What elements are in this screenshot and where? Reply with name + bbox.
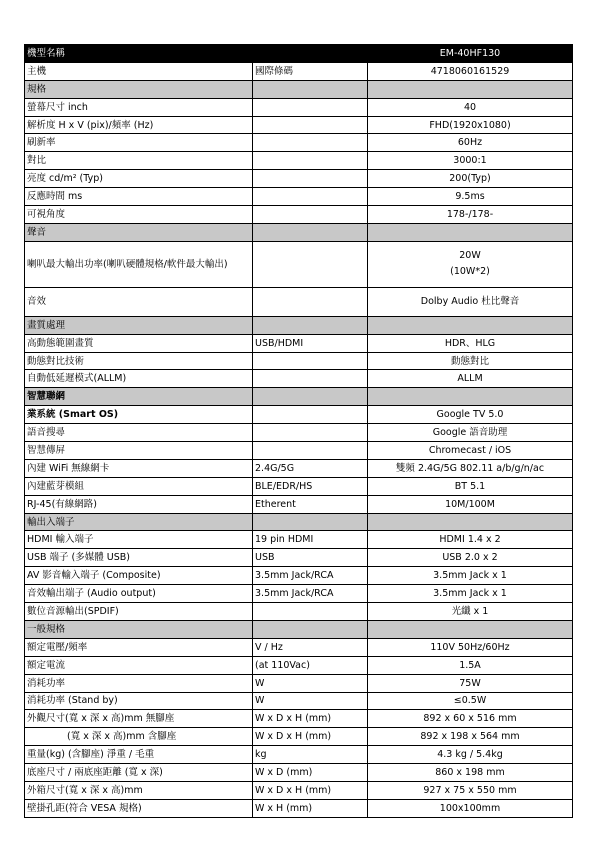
- section-header-row: [25, 316, 573, 334]
- spec-row: [25, 495, 573, 513]
- spec-condition: W: [253, 674, 368, 692]
- spec-row: [25, 370, 573, 388]
- spec-label: 螢幕尺寸 inch: [25, 98, 253, 116]
- spec-condition: USB/HDMI: [253, 334, 368, 352]
- spec-condition: W x D x H (mm): [253, 781, 368, 799]
- spec-value: 4.3 kg / 5.4kg: [368, 746, 573, 764]
- spec-label: 消耗功率: [25, 674, 253, 692]
- section-header-row: [25, 388, 573, 406]
- spec-condition: [253, 406, 368, 424]
- spec-label: 壁掛孔距(符合 VESA 規格): [25, 799, 253, 817]
- spec-condition: [253, 116, 368, 134]
- spec-value: 3.5mm Jack x 1: [368, 585, 573, 603]
- spec-row: [25, 603, 573, 621]
- spec-label: USB 端子 (多媒體 USB): [25, 549, 253, 567]
- spec-label: 外箱尺寸(寬 x 深 x 高)mm: [25, 781, 253, 799]
- spec-condition: W x D x H (mm): [253, 710, 368, 728]
- spec-label: 喇叭最大輸出功率(喇叭硬體規格/軟件最大輸出): [25, 241, 253, 287]
- spec-value: FHD(1920x1080): [368, 116, 573, 134]
- section-header-row: [25, 620, 573, 638]
- section-spacer: [253, 388, 368, 406]
- spec-row: [25, 442, 573, 460]
- spec-row: [25, 116, 573, 134]
- spec-condition: [253, 287, 368, 316]
- spec-condition: [253, 352, 368, 370]
- spec-condition: [253, 424, 368, 442]
- spec-value: 860 x 198 mm: [368, 764, 573, 782]
- spec-row: [25, 424, 573, 442]
- spec-row: [25, 692, 573, 710]
- spec-label: 解析度 H x V (pix)/頻率 (Hz): [25, 116, 253, 134]
- spec-value: 200(Typ): [368, 170, 573, 188]
- spec-row: [25, 206, 573, 224]
- spec-value: Dolby Audio 杜比聲音: [368, 287, 573, 316]
- spec-row: [25, 287, 573, 316]
- spec-condition: USB: [253, 549, 368, 567]
- section-header-row: [25, 80, 573, 98]
- spec-value: HDMI 1.4 x 2: [368, 531, 573, 549]
- spec-condition: W: [253, 692, 368, 710]
- spec-value: Google 語音助理: [368, 424, 573, 442]
- spec-value: HDR、HLG: [368, 334, 573, 352]
- section-header-row: [25, 513, 573, 531]
- spec-condition: 2.4G/5G: [253, 459, 368, 477]
- spec-row: [25, 406, 573, 424]
- spec-row: [25, 656, 573, 674]
- section-spacer: [253, 223, 368, 241]
- section-spacer: [253, 80, 368, 98]
- spec-value: 4718060161529: [368, 62, 573, 80]
- spec-value-line: 20W: [459, 250, 481, 262]
- spec-row: [25, 170, 573, 188]
- spec-condition: [253, 188, 368, 206]
- spec-condition: [253, 241, 368, 287]
- spec-label: 額定電壓/頻率: [25, 638, 253, 656]
- spec-label: RJ-45(有線網路): [25, 495, 253, 513]
- spec-value: 178-/178-: [368, 206, 573, 224]
- spec-condition: 國際條碼: [253, 62, 368, 80]
- spec-row: [25, 728, 573, 746]
- spec-value: 110V 50Hz/60Hz: [368, 638, 573, 656]
- spec-condition: [253, 206, 368, 224]
- header-label: 機型名稱: [25, 45, 253, 63]
- spec-label: 可視角度: [25, 206, 253, 224]
- spec-condition: [253, 152, 368, 170]
- spec-row: [25, 674, 573, 692]
- section-spacer: [253, 316, 368, 334]
- spec-row: [25, 188, 573, 206]
- spec-row: [25, 799, 573, 817]
- spec-label: 動態對比技術: [25, 352, 253, 370]
- spec-value: 75W: [368, 674, 573, 692]
- spec-label: AV 影音輸入端子 (Composite): [25, 567, 253, 585]
- spec-label: 底座尺寸 / 兩底座距離 (寬 x 深): [25, 764, 253, 782]
- spec-condition: [253, 442, 368, 460]
- spec-value: 40: [368, 98, 573, 116]
- spec-row: [25, 531, 573, 549]
- spec-condition: 3.5mm Jack/RCA: [253, 585, 368, 603]
- spec-row: [25, 98, 573, 116]
- spec-label: 業系統 (Smart OS): [25, 406, 253, 424]
- spec-condition: 3.5mm Jack/RCA: [253, 567, 368, 585]
- spec-label: 內建藍芽模組: [25, 477, 253, 495]
- spec-row: [25, 549, 573, 567]
- section-value-spacer: [368, 80, 573, 98]
- spec-value: USB 2.0 x 2: [368, 549, 573, 567]
- section-value-spacer: [368, 513, 573, 531]
- spec-row: [25, 152, 573, 170]
- spec-row: [25, 477, 573, 495]
- spec-label: 重量(kg) (含腳座) 淨重 / 毛重: [25, 746, 253, 764]
- section-title: 聲音: [25, 223, 253, 241]
- spec-condition: W x D (mm): [253, 764, 368, 782]
- spec-row: [25, 241, 573, 287]
- spec-label: 對比: [25, 152, 253, 170]
- spec-value: 927 x 75 x 550 mm: [368, 781, 573, 799]
- spec-condition: 19 pin HDMI: [253, 531, 368, 549]
- spec-condition: [253, 134, 368, 152]
- spec-label: 外觀尺寸(寬 x 深 x 高)mm 無腳座: [25, 710, 253, 728]
- table-header-row: [25, 45, 573, 63]
- section-spacer: [253, 513, 368, 531]
- spec-label: 反應時間 ms: [25, 188, 253, 206]
- spec-value: ≤0.5W: [368, 692, 573, 710]
- spec-condition: W x H (mm): [253, 799, 368, 817]
- spec-value: 1.5A: [368, 656, 573, 674]
- spec-value: Chromecast / iOS: [368, 442, 573, 460]
- spec-label: 內建 WiFi 無線網卡: [25, 459, 253, 477]
- header-mid: [253, 45, 368, 63]
- spec-condition: Etherent: [253, 495, 368, 513]
- section-title: 輸出入端子: [25, 513, 253, 531]
- spec-condition: BLE/EDR/HS: [253, 477, 368, 495]
- spec-value: 光纖 x 1: [368, 603, 573, 621]
- spec-label: 語音搜尋: [25, 424, 253, 442]
- spec-label: 高動態範圍畫質: [25, 334, 253, 352]
- spec-condition: kg: [253, 746, 368, 764]
- spec-condition: [253, 370, 368, 388]
- spec-value: 892 x 60 x 516 mm: [368, 710, 573, 728]
- spec-value-line: (10W*2): [450, 266, 490, 278]
- section-header-row: [25, 223, 573, 241]
- spec-condition: (at 110Vac): [253, 656, 368, 674]
- spec-label: 音效輸出端子 (Audio output): [25, 585, 253, 603]
- model-name: EM-40HF130: [368, 45, 573, 63]
- spec-value: 10M/100M: [368, 495, 573, 513]
- spec-value: 雙頻 2.4G/5G 802.11 a/b/g/n/ac: [368, 459, 573, 477]
- spec-row: [25, 710, 573, 728]
- spec-row: [25, 62, 573, 80]
- section-value-spacer: [368, 620, 573, 638]
- spec-condition: [253, 603, 368, 621]
- spec-row: [25, 746, 573, 764]
- spec-value: ALLM: [368, 370, 573, 388]
- section-title: 畫質處理: [25, 316, 253, 334]
- spec-label: 智慧傳屏: [25, 442, 253, 460]
- spec-condition: W x D x H (mm): [253, 728, 368, 746]
- section-title: 一般規格: [25, 620, 253, 638]
- section-title: 智慧聯網: [25, 388, 253, 406]
- spec-label: 刷新率: [25, 134, 253, 152]
- spec-row: [25, 764, 573, 782]
- spec-condition: V / Hz: [253, 638, 368, 656]
- spec-value: 892 x 198 x 564 mm: [368, 728, 573, 746]
- spec-table: [24, 44, 573, 818]
- spec-label: 音效: [25, 287, 253, 316]
- spec-row: [25, 638, 573, 656]
- spec-label: HDMI 輸入端子: [25, 531, 253, 549]
- spec-label: 額定電流: [25, 656, 253, 674]
- section-value-spacer: [368, 316, 573, 334]
- section-value-spacer: [368, 388, 573, 406]
- spec-label: 數位音源輸出(SPDIF): [25, 603, 253, 621]
- spec-value: 3.5mm Jack x 1: [368, 567, 573, 585]
- spec-condition: [253, 170, 368, 188]
- spec-value: BT 5.1: [368, 477, 573, 495]
- spec-row: [25, 334, 573, 352]
- spec-row: [25, 781, 573, 799]
- spec-value: 60Hz: [368, 134, 573, 152]
- spec-value: 100x100mm: [368, 799, 573, 817]
- spec-row: [25, 459, 573, 477]
- spec-value: 3000:1: [368, 152, 573, 170]
- section-spacer: [253, 620, 368, 638]
- spec-label: 主機: [25, 62, 253, 80]
- spec-condition: [253, 98, 368, 116]
- spec-row: [25, 567, 573, 585]
- spec-value: Google TV 5.0: [368, 406, 573, 424]
- spec-label: 消耗功率 (Stand by): [25, 692, 253, 710]
- section-title: 規格: [25, 80, 253, 98]
- spec-value: 9.5ms: [368, 188, 573, 206]
- section-value-spacer: [368, 223, 573, 241]
- spec-label: 自動低延遲模式(ALLM): [25, 370, 253, 388]
- spec-label: 亮度 cd/m² (Typ): [25, 170, 253, 188]
- spec-row: [25, 352, 573, 370]
- spec-value: 動態對比: [368, 352, 573, 370]
- spec-label: (寬 x 深 x 高)mm 含腳座: [25, 728, 253, 746]
- spec-value: [368, 241, 573, 287]
- spec-row: [25, 134, 573, 152]
- spec-row: [25, 585, 573, 603]
